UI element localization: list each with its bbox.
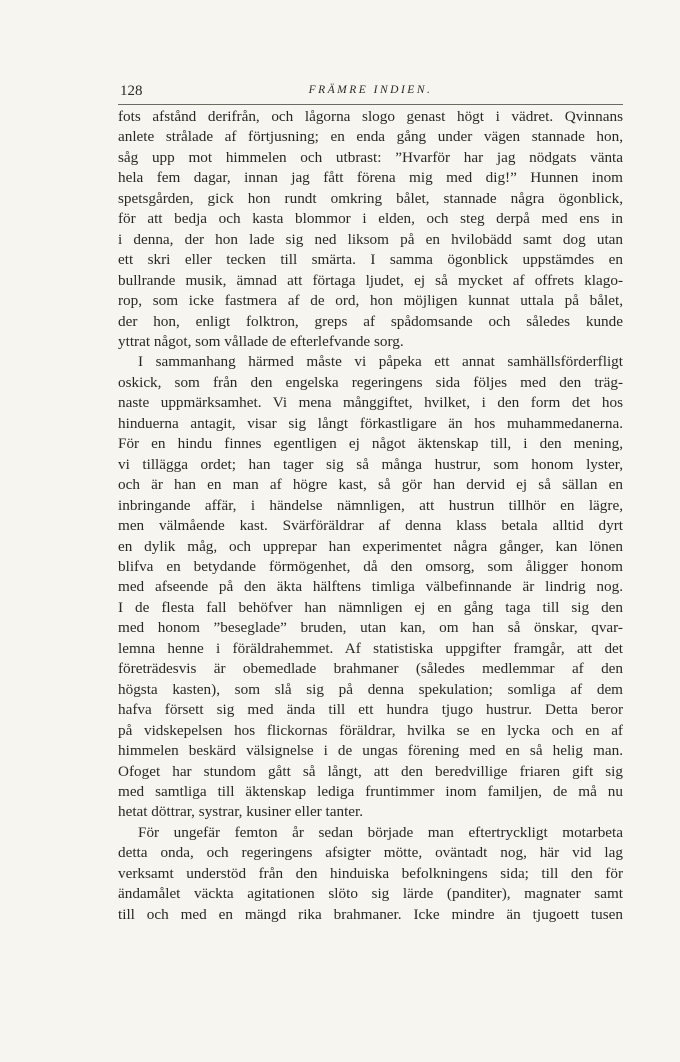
text-line: och är han en man af högre kast, så gör han dervid ej så sällan en (118, 476, 623, 494)
text-line: såg upp mot himmelen och utbrast: ”Hvarför har jag nödgats vänta (118, 148, 623, 166)
text-line: hafva försett sig med ända till ett hundra tjugo hustrur. Detta beror (118, 701, 623, 719)
text-line: oskick, som från den engelska regeringens sida följes med den träg- (118, 373, 623, 391)
text-line: Ofoget har stundom gått så långt, att den beredvillige friaren gift sig (118, 762, 623, 780)
text-line: inbringande affär, i händelse nämnligen, att hustrun tillhör en lägre, (118, 496, 623, 514)
text-line: detta onda, och regeringens afsigter mötte, oväntadt nog, här vid lag (118, 844, 623, 862)
paragraph-2 (118, 352, 623, 822)
text-line: I sammanhang härmed måste vi påpeka ett annat samhällsförderfligt (138, 353, 623, 371)
book-page (118, 78, 623, 925)
text-line: lemna henne i föräldrahemmet. Af statistiska uppgifter framgår, att det (118, 639, 623, 657)
text-line: För ungefär femton år sedan började man eftertryckligt motarbeta (138, 823, 623, 841)
body-text (118, 107, 623, 925)
text-line: på vidskepelsen hos flickornas föräldrar, hvilka se en lycka och en af (118, 721, 623, 739)
text-line: ett skri eller tecken till smärta. I samma ögonblick uppstämdes en (118, 251, 623, 269)
text-line: anlete strålade af förtjusning; en enda gång under vägen stannade hon, (118, 128, 623, 146)
text-line: högsta kasten), som slå sig på denna spekulation; somliga af dem (118, 680, 623, 698)
text-line: himmelen beskärd välsignelse i de ungas förening med en så helig man. (118, 742, 623, 760)
running-head (118, 78, 623, 105)
text-line: företrädesvis är obemedlade brahmaner (således medlemmar af den (118, 660, 623, 678)
text-line: en dylik måg, och upprepar han experimentet några gånger, kan lönen (118, 537, 623, 555)
text-line: verksamt understöd från den hinduiska befolkningens sida; till den för (118, 864, 623, 882)
text-line: med afseende på den äkta hälftens timliga välbefinnande är lindrig nog. (118, 578, 623, 596)
text-line: men välmående kast. Svärföräldrar af denna klass betala alltid dyrt (118, 517, 623, 535)
text-line: vi tillägga ordet; han tager sig så många hustrur, som honom lyster, (118, 455, 623, 473)
text-line: ändamålet väckta agitationen slöto sig lärde (panditer), magnater samt (118, 885, 623, 903)
running-title: FRÄMRE INDIEN. (308, 84, 433, 96)
text-line: hela fem dagar, innan jag fått förena mig med dig!” Hunnen inom (118, 169, 623, 187)
paragraph-1 (118, 107, 623, 352)
text-line: med honom ”beseglade” bruden, utan kan, om han så önskar, qvar- (118, 619, 623, 637)
text-line: fots afstånd derifrån, och lågorna slogo genast högt i vädret. Qvinnans (118, 108, 623, 125)
text-line: I de flesta fall behöfver han nämnligen ej en gång taga till sig den (118, 598, 623, 616)
text-line: blifva en betydande förmögenhet, då den omsorg, som åligger honom (118, 557, 623, 575)
text-line: hinduerna antagit, visar sig långt förkastligare än hos muhammedanerna. (118, 414, 623, 432)
text-line: naste uppmärksamhet. Vi mena månggiftet, hvilket, i den form det hos (118, 394, 623, 412)
text-line: i denna, der hon lade sig ned liksom på en hvilobädd samt dog utan (118, 230, 623, 248)
text-line: till och med en mängd rika brahmaner. Icke mindre än tjugoett tusen (118, 905, 623, 923)
text-line: för att bedja och kasta blommor i elden, och steg derpå med ens in (118, 210, 623, 228)
text-line: rop, som icke fastmera af de ord, hon möjligen kunnat uttala på bålet, (118, 292, 623, 310)
page-number: 128 (120, 83, 143, 99)
text-line: bullrande musik, ämnad att förtaga ljudet, ej så mycket af offrets klago- (118, 271, 623, 289)
text-line: der hon, enligt folktron, greps af spådomsande och således kunde (118, 312, 623, 330)
text-line: med samtliga till äktenskap lediga fruntimmer inom familjen, de må nu (118, 782, 623, 800)
text-line: yttrat något, som vållade de efterlefvande sorg. (118, 332, 404, 350)
text-line: För en hindu finnes egentligen ej något äktenskap till, i den mening, (118, 435, 623, 453)
paragraph-3 (118, 823, 623, 925)
text-line: spetsgården, gick hon rundt omkring bålet, stannade några ögonblick, (118, 189, 623, 207)
text-line: hetat döttrar, systrar, kusiner eller tanter. (118, 803, 364, 821)
